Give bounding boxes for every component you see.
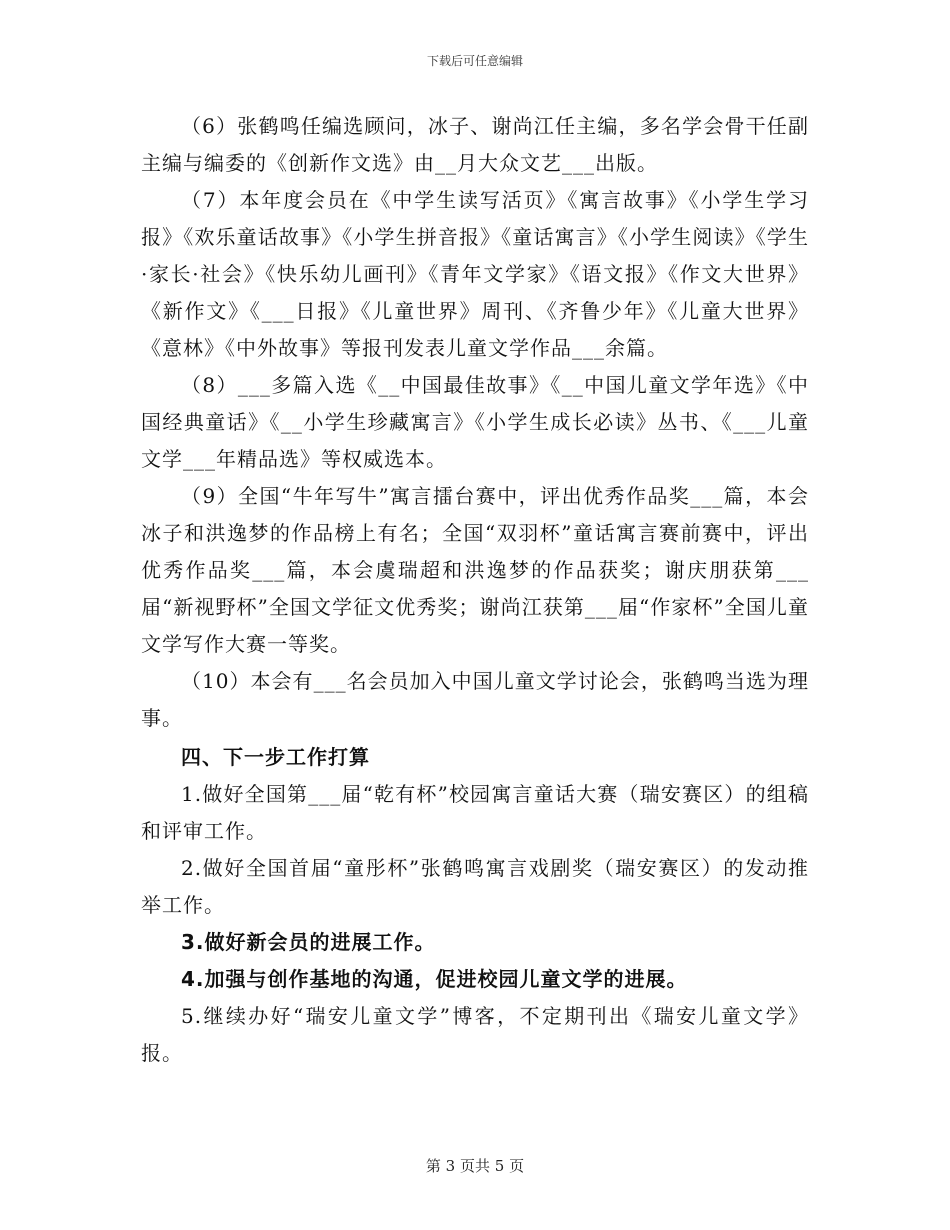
paragraph-10: （10）本会有___名会员加入中国儿童文学讨论会，张鹤鸣当选为理事。: [141, 669, 809, 730]
plan-item-3: 3.做好新会员的进展工作。: [181, 930, 436, 954]
document-body: [141, 108, 809, 1072]
section-heading: 四、下一步工作打算: [181, 745, 370, 769]
plan-item-4: 4.加强与创作基地的沟通，促进校园儿童文学的进展。: [181, 967, 688, 991]
paragraph-9: （9）全国“牛年写牛”寓言擂台赛中，评出优秀作品奖___篇，本会冰子和洪逸梦的作品榜上有名；全国“双羽杯”童话寓言赛前赛中，评出优秀作品奖___篇，本会虞瑞超和洪逸梦的作品获奖；谢庆朋获第___届“新视野杯”全国文学征文优秀奖；谢尚江获第___届“作家杯”全国儿童文学写作大赛一等奖。: [141, 484, 809, 656]
plan-item-1: 1.做好全国第___届“乾有杯”校园寓言童话大赛（瑞安赛区）的组稿和评审工作。: [141, 782, 809, 843]
plan-item-2: 2.做好全国首届“童彤杯”张鹤鸣寓言戏剧奖（瑞安赛区）的发动推举工作。: [141, 856, 809, 917]
page-footer: 第 3 页共 5 页: [425, 1157, 525, 1175]
paragraph-7: （7）本年度会员在《中学生读写活页》《寓言故事》《小学生学习报》《欢乐童话故事》《小学生拼音报》《童话寓言》《小学生阅读》《学生·家长·社会》《快乐幼儿画刊》《青年文学家》《语文报》《作文大世界》《新作文》《___日报》《儿童世界》周刊、《齐鲁少年》《儿童大世界》《意林》《中外故事》等报刊发表儿童文学作品___余篇。: [141, 188, 809, 360]
page-header: 下载后可任意编辑: [426, 54, 523, 68]
paragraph-8: （8）___多篇入选《__中国最佳故事》《__中国儿童文学年选》《中国经典童话》《__小学生珍藏寓言》《小学生成长必读》丛书、《___儿童文学___年精品选》等权威选本。: [141, 373, 809, 471]
paragraph-6: （6）张鹤鸣任编选顾问，冰子、谢尚江任主编，多名学会骨干任副主编与编委的《创新作文选》由__月大众文艺___出版。: [141, 114, 809, 175]
plan-item-5: 5.继续办好“瑞安儿童文学”博客，不定期刊出《瑞安儿童文学》报。: [141, 1004, 809, 1065]
